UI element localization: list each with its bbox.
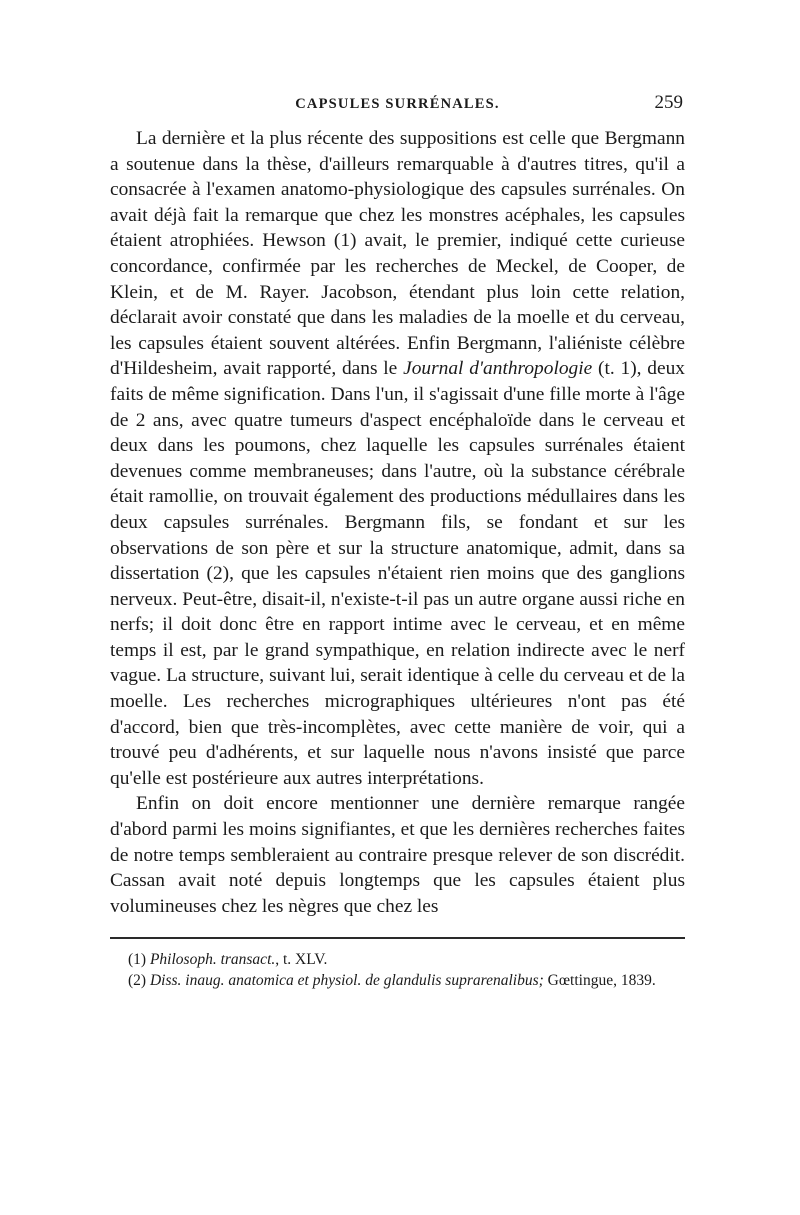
paragraph-2: Enfin on doit encore mentionner une dernière remarque rangée d'abord parmi les moins signifiantes, et que les dernières recherches faites de notre temps sembleraient au contraire presque relever de son discrédit. Cassan avait noté depuis longtemps que les capsules étaient plus volumineuses chez les nègres que chez les: [110, 793, 685, 917]
running-title: CAPSULES SURRÉNALES.: [295, 96, 500, 112]
running-header: [110, 92, 685, 120]
footnote-2-rest: Gœttingue, 1839.: [543, 972, 656, 990]
paragraph-1-text-a: La dernière et la plus récente des suppositions est celle que Bergmann a soutenue dans la thèse, d'ailleurs remarquable à d'autres titres, qu'il a consacrée à l'examen anatomo-physiologique des capsules surrénales. On avait déjà fait la remarque que chez les monstres acéphales, les capsules étaient atrophiées. Hewson (1) avait, le premier, indiqué cette curieuse concordance, confirmée par les recherches de Meckel, de Cooper, de Klein, et de M. Rayer. Jacobson, étendant plus loin cette relation, déclarait avoir constaté que dans les maladies de la moelle et du cerveau, les capsules étaient souvent altérées. Enfin Bergmann, l'aliéniste célèbre d'Hildesheim, avait rapporté, dans le: [110, 128, 685, 380]
footnote-1: [110, 949, 685, 970]
book-page: [110, 92, 685, 991]
footnote-2-marker: (2): [128, 972, 150, 990]
footnote-1-rest: , t. XLV.: [275, 951, 328, 969]
footnote-2-italic: Diss. inaug. anatomica et physiol. de glandulis suprarenalibus;: [149, 972, 544, 990]
footnote-divider: [110, 937, 685, 939]
footnote-1-marker: (1): [128, 951, 150, 969]
footnote-2: [110, 970, 685, 991]
footnote-1-italic: Philosoph. transact.: [149, 951, 276, 969]
journal-title-italic: Journal d'anthropologie: [403, 358, 593, 380]
body-text: [110, 126, 685, 919]
page-number: 259: [654, 92, 683, 113]
paragraph-1-text-b: (t. 1), deux faits de même signification. Dans l'un, il s'agissait d'une fille morte à l'âge de 2 ans, avec quatre tumeurs d'aspect encéphaloïde dans le cerveau et deux dans les poumons, chez laquelle les capsules surrénales étaient devenues comme membraneuses; dans l'autre, où la substance cérébrale était ramollie, on trouvait également des productions médullaires dans les deux capsules surrénales. Bergmann fils, se fondant et sur les observations de son père et sur la structure anatomique, admit, dans sa dissertation (2), que les capsules n'étaient rien moins que des ganglions nerveux. Peut-être, disait-il, n'existe-t-il pas un autre organe aussi riche en nerfs; il doit donc être en rapport intime avec le cerveau, et en même temps il est, par le grand sympathique, en relation indirecte avec le nerf vague. La structure, suivant lui, serait identique à celle du cerveau et de la moelle. Les recherches micrographiques ultérieures n'ont pas été d'accord, bien que très-incomplètes, avec cette manière de voir, qui a trouvé peu d'adhérents, et sur laquelle nous n'avons insisté que parce qu'elle est postérieure aux autres interprétations.: [110, 358, 685, 789]
paragraph-1: [110, 126, 685, 791]
footnotes: [110, 949, 685, 991]
